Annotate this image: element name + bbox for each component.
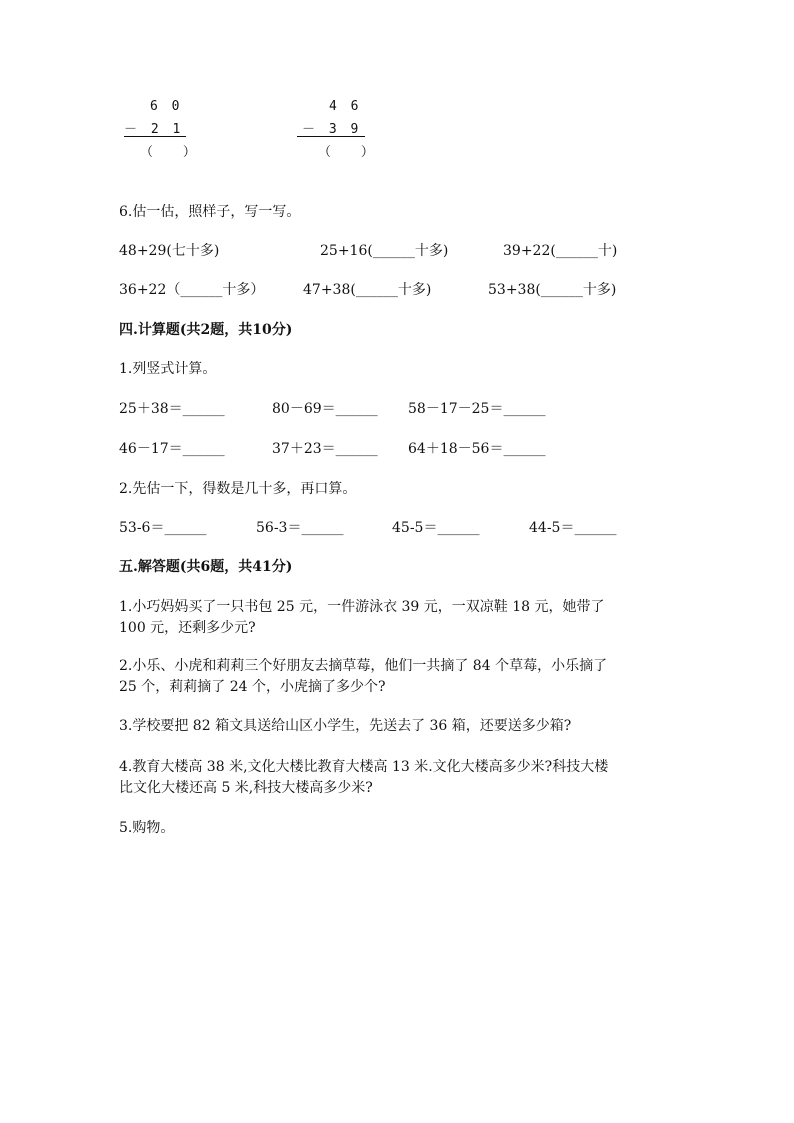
- word-problem-1-line1: 1.小巧妈妈买了一只书包 25 元，一件游泳衣 39 元，一双凉鞋 18 元，她带了: [119, 599, 605, 615]
- subtrahend: － 3 9: [302, 122, 362, 137]
- estimate-item[interactable]: 44-5＝______: [529, 520, 617, 536]
- section-4-title: 四.计算题(共2题，共10分): [119, 322, 293, 338]
- estimate-item[interactable]: 53-6＝______: [119, 520, 207, 536]
- calc-item[interactable]: 46－17＝______: [119, 441, 225, 457]
- calc-item[interactable]: 80－69＝______: [272, 401, 378, 417]
- word-problem-4-line2: 比文化大楼还高 5 米,科技大楼高多少米?: [119, 780, 373, 796]
- estimate-item[interactable]: 56-3＝______: [256, 520, 344, 536]
- word-problem-2-line1: 2.小乐、小虎和莉莉三个好朋友去摘草莓，他们一共摘了 84 个草莓，小乐摘了: [119, 658, 608, 674]
- subtrahend: － 2 1: [124, 122, 184, 137]
- word-problem-2-line2: 25 个，莉莉摘了 24 个，小虎摘了多少个?: [119, 679, 386, 695]
- calc-item[interactable]: 58－17－25＝______: [408, 401, 546, 417]
- word-problem-4-line1: 4.教育大楼高 38 米,文化大楼比教育大楼高 13 米.文化大楼高多少米?科技大楼: [119, 759, 609, 775]
- q6-title: 6.估一估，照样子，写一写。: [119, 204, 301, 220]
- word-problem-1-line2: 100 元，还剩多少元?: [119, 620, 256, 636]
- word-problem-5: 5.购物。: [119, 820, 175, 836]
- calc-item[interactable]: 64＋18－56＝______: [408, 441, 546, 457]
- underline: [124, 136, 186, 137]
- q6-item[interactable]: 53+38(______十多): [488, 282, 617, 298]
- answer-blank[interactable]: （ ）: [318, 145, 377, 160]
- section-5-title: 五.解答题(共6题，共41分): [119, 559, 293, 575]
- q6-example: 48+29(七十多): [119, 243, 220, 259]
- q6-item[interactable]: 39+22(______十): [503, 243, 618, 259]
- calc-item[interactable]: 25＋38＝______: [119, 401, 225, 417]
- q6-item[interactable]: 36+22（______十多）: [119, 282, 265, 298]
- q6-item[interactable]: 25+16(______十多): [320, 243, 449, 259]
- word-problem-3: 3.学校要把 82 箱文具送给山区小学生，先送去了 36 箱，还要送多少箱?: [119, 718, 572, 734]
- s4-q2-title: 2.先估一下，得数是几十多，再口算。: [119, 481, 357, 497]
- minuend: 4 6: [329, 99, 362, 114]
- minuend: 6 0: [150, 99, 183, 114]
- answer-blank[interactable]: （ ）: [140, 145, 199, 160]
- s4-q1-title: 1.列竖式计算。: [119, 361, 217, 377]
- underline: [297, 136, 365, 137]
- estimate-item[interactable]: 45-5＝______: [392, 520, 480, 536]
- calc-item[interactable]: 37＋23＝______: [272, 441, 378, 457]
- q6-item[interactable]: 47+38(______十多): [303, 282, 432, 298]
